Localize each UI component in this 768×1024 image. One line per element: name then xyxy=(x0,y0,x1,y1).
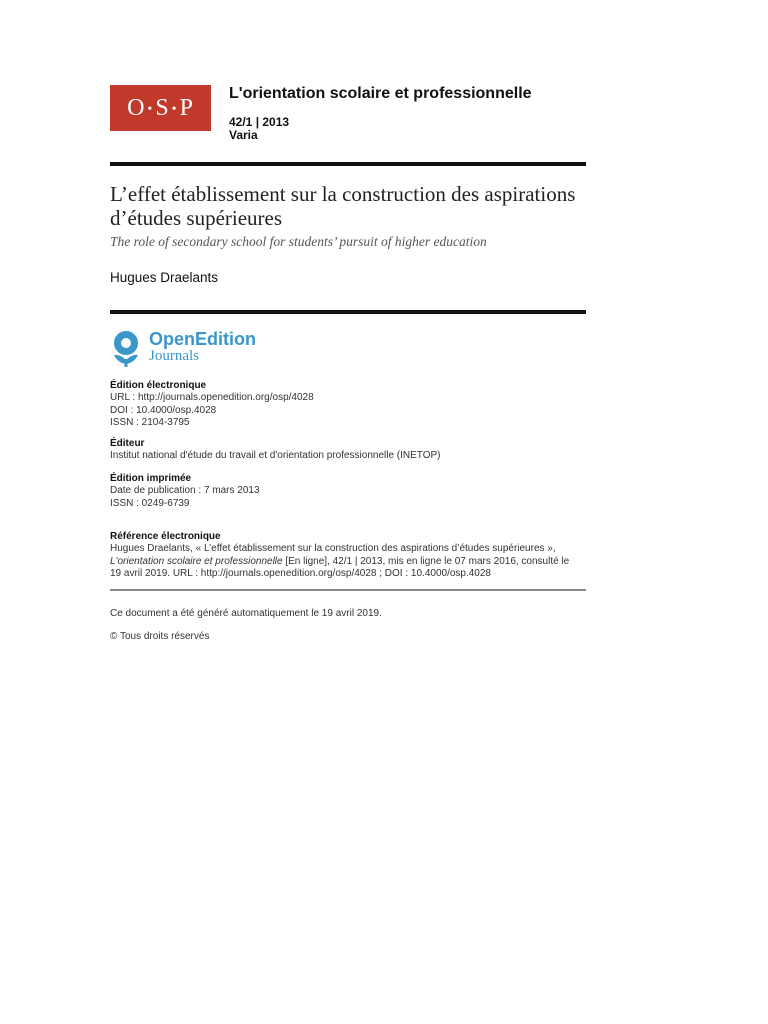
osp-logo xyxy=(110,85,211,131)
logo-dot: • xyxy=(147,102,154,117)
header-divider xyxy=(110,162,586,166)
article-title: L’effet établissement sur la construction des aspirations d’études supérieures xyxy=(110,182,576,230)
reference-journal: L'orientation scolaire et professionnelle xyxy=(110,555,283,567)
osp-logo-letter-o: O xyxy=(127,94,146,121)
osp-logo-letter-p: P xyxy=(179,94,194,121)
print-edition-block xyxy=(110,473,586,510)
electronic-edition-block xyxy=(110,380,586,429)
reference-block xyxy=(110,531,586,580)
electronic-edition-issn: ISSN : 2104-3795 xyxy=(110,416,190,428)
issue-number: 42/1 | 2013 xyxy=(229,115,290,129)
osp-logo-letter-s: S xyxy=(155,94,170,121)
electronic-edition-url[interactable]: URL : http://journals.openedition.org/osp/4028 xyxy=(110,392,314,404)
journal-title: L'orientation scolaire et professionnelle xyxy=(229,85,532,102)
article-subtitle: The role of secondary school for students’ pursuit of higher education xyxy=(110,234,487,249)
author-divider xyxy=(110,310,586,314)
print-edition-issn: ISSN : 0249-6739 xyxy=(110,497,190,509)
print-edition-date: Date de publication : 7 mars 2013 xyxy=(110,485,260,497)
openedition-logo[interactable] xyxy=(110,330,256,368)
article-author: Hugues Draelants xyxy=(110,270,219,285)
rights-notice: © Tous droits réservés xyxy=(110,631,210,642)
print-edition-heading: Édition imprimée xyxy=(110,473,192,484)
publisher-block xyxy=(110,438,586,463)
publisher-name: Institut national d'étude du travail et d'orientation professionnelle (INETOP) xyxy=(110,450,441,462)
openedition-journals: Journals xyxy=(149,348,199,364)
electronic-edition-doi[interactable]: DOI : 10.4000/osp.4028 xyxy=(110,404,217,416)
openedition-flower-icon xyxy=(110,330,142,368)
section-label: Varia xyxy=(229,128,258,142)
reference-heading: Référence électronique xyxy=(110,531,221,542)
publisher-heading: Éditeur xyxy=(110,438,145,449)
reference-line-3[interactable]: 19 avril 2019. URL : http://journals.openedition.org/osp/4028 ; DOI : 10.4000/osp.4028 xyxy=(110,567,491,579)
openedition-name: OpenEdition xyxy=(149,329,256,349)
reference-line-1: Hugues Draelants, « L’effet établissement sur la construction des aspirations d’études supérieures », xyxy=(110,543,556,555)
logo-dot: • xyxy=(171,102,178,117)
generated-notice: Ce document a été généré automatiquement le 19 avril 2019. xyxy=(110,608,382,619)
reference-line-2-rest: [En ligne], 42/1 | 2013, mis en ligne le 07 mars 2016, consulté le xyxy=(282,555,570,567)
footer-divider xyxy=(110,589,586,591)
reference-line-2 xyxy=(110,556,586,568)
electronic-edition-heading: Édition électronique xyxy=(110,380,207,391)
